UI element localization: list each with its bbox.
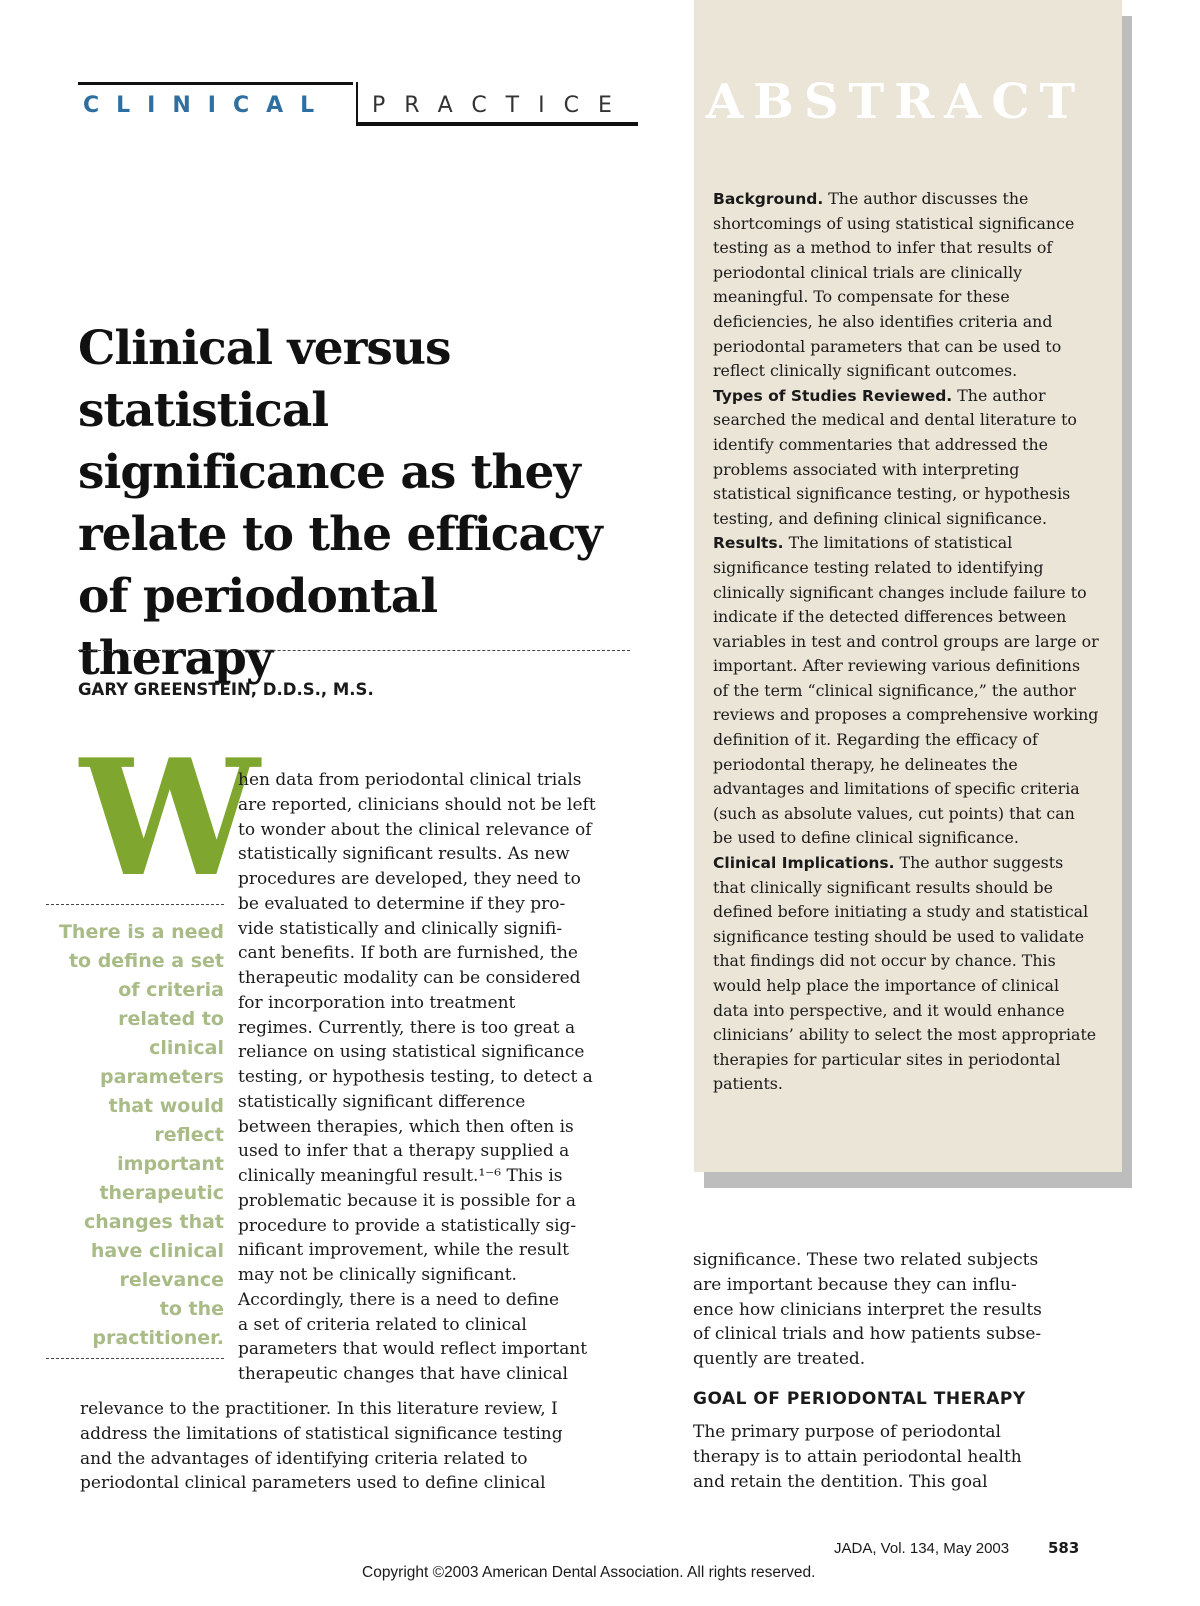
body-text-line: procedure to provide a statistically sig- (238, 1215, 577, 1236)
abstract-heading-implications: Clinical Implications. (713, 854, 895, 873)
section-header (78, 82, 638, 126)
body-text-line: reliance on using statistical significance (238, 1042, 585, 1063)
abstract-heading-results: Results. (713, 534, 784, 553)
body-text-line: nificant improvement, while the result (238, 1240, 570, 1261)
body-text-line: The primary purpose of periodontal (693, 1422, 1001, 1442)
article-title: Clinical versus statistical significance as they relate to the efficacy of periodontal therapy (78, 321, 602, 686)
abstract-section (713, 851, 1099, 1097)
abstract-text-background: The author discusses the shortcomings of using statistical significance testing as a method to infer that results of periodontal clinical trials are clinically meaningful. To compensate for these deficiencies, he also identifies criteria and periodontal parameters that can be used to reflect clinically significant outcomes. (713, 189, 1075, 381)
body-text-line: testing, or hypothesis testing, to detect a (238, 1067, 593, 1087)
body-text-line: statistically significant difference (238, 1091, 526, 1112)
pull-quote-line: have clinical (90, 1240, 224, 1262)
pull-quote-line: reflect (154, 1124, 224, 1146)
body-text-line: vide statistically and clinically signifi- (238, 918, 563, 939)
body-text-line: hen data from periodontal clinical trials (238, 770, 582, 790)
body-text-line: parameters that would reflect important (238, 1339, 588, 1360)
pull-quote-line: changes that (83, 1211, 224, 1233)
pull-quote-line: clinical (149, 1037, 224, 1059)
body-text-line: a set of criteria related to clinical (238, 1314, 527, 1335)
body-text-line: used to infer that a therapy supplied a (238, 1141, 570, 1162)
footer-copyright: Copyright ©2003 American Dental Association. All rights reserved. (362, 1564, 816, 1581)
body-text-line: therapy is to attain periodontal health (693, 1446, 1022, 1467)
body-text-line: relevance to the practitioner. In this literature review, I (80, 1399, 558, 1419)
section-label-practice: PRACTICE (372, 93, 631, 118)
header-divider (356, 82, 358, 126)
footer-journal: JADA, Vol. 134, May 2003 (834, 1540, 1010, 1557)
abstract-text-implications: The author suggests that clinically significant results should be defined before initiating a study and statistical significance testing should be used to validate that findings did not occur by chance. This would help place the importance of clinical data into perspective, and it would enhance clinicians’ ability to select the most appropriate therapies for particular sites in periodontal patients. (713, 853, 1097, 1094)
body-text-line: Accordingly, there is a need to define (238, 1289, 560, 1310)
author-name: GARY GREENSTEIN, D.D.S., M.S. (78, 680, 374, 699)
body-text-line: problematic because it is possible for a (238, 1190, 577, 1211)
pull-quote-line: parameters (100, 1066, 224, 1088)
abstract-heading-types: Types of Studies Reviewed. (713, 386, 953, 405)
title-divider (78, 650, 630, 651)
body-text-line: periodontal clinical parameters used to define clinical (80, 1473, 546, 1494)
body-text-line: therapeutic changes that have clinical (238, 1364, 568, 1384)
body-text-line: are reported, clinicians should not be left (238, 794, 596, 815)
header-rule-bottom (358, 122, 638, 126)
abstract-heading-background: Background. (713, 190, 824, 208)
body-text-line: statistically significant results. As new (238, 844, 570, 865)
body-text-line: between therapies, which then often is (238, 1116, 574, 1137)
body-text-line: for incorporation into treatment (238, 992, 516, 1013)
pull-quote-line: that would (108, 1095, 224, 1117)
abstract-section (713, 187, 1099, 384)
pull-quote-line: to define a set (68, 950, 224, 972)
body-text-line: are important because they can influ- (693, 1274, 1017, 1295)
body-text-line: ence how clinicians interpret the results (693, 1299, 1042, 1320)
drop-cap: W (80, 724, 260, 912)
goal-heading: GOAL OF PERIODONTAL THERAPY (693, 1389, 1026, 1409)
abstract-title: ABSTRACT (706, 74, 1086, 130)
body-text-line: significance. These two related subjects (693, 1250, 1039, 1270)
pull-quote-rule-top (46, 904, 224, 905)
abstract-text-types: The author searched the medical and dental literature to identify commentaries that addressed the problems associated with interpreting statistical significance testing, or hypothesis testing, and defining clinical significance. (713, 385, 1077, 528)
body-text-line: procedures are developed, they need to (238, 869, 581, 889)
section-label-clinical: CLINICAL (83, 93, 332, 118)
header-rule-top (78, 82, 353, 85)
pull-quote-line: therapeutic (99, 1182, 224, 1204)
body-text-line: cant benefits. If both are furnished, the (238, 943, 578, 964)
pull-quote-line: of criteria (118, 979, 224, 1001)
abstract-section (713, 384, 1099, 532)
body-text-line: therapeutic modality can be considered (238, 968, 581, 988)
abstract-section (713, 531, 1099, 851)
abstract-body (713, 187, 1099, 1097)
body-text-line: regimes. Currently, there is too great a (238, 1017, 576, 1038)
body-text-line: of clinical trials and how patients subse- (693, 1324, 1042, 1345)
body-text-line: clinically meaningful result.¹⁻⁶ This is (238, 1166, 563, 1186)
pull-quote-rule-bottom (46, 1358, 224, 1359)
abstract-text-results: The limitations of statistical significance testing related to identifying clinically significant changes include failure to indicate if the detected differences between variables in test and control groups are large or important. After reviewing various definitions of the term “clinical significance,” the author reviews and proposes a comprehensive working definition of it. Regarding the efficacy of periodontal therapy, he delineates the advantages and limitations of specific criteria (such as absolute values, cut points) that can be used to define clinical significance. (713, 533, 1099, 848)
footer-page-number: 583 (1048, 1539, 1080, 1557)
pull-quote-line: important (117, 1153, 224, 1175)
body-text-line: address the limitations of statistical significance testing (80, 1423, 563, 1444)
pull-quote-line: related to (118, 1008, 224, 1030)
body-text-line: may not be clinically significant. (238, 1265, 517, 1285)
body-text-line: quently are treated. (693, 1349, 866, 1369)
pull-quote-line: to the (159, 1298, 224, 1320)
body-text-line: and the advantages of identifying criteria related to (80, 1448, 528, 1469)
body-text-line: be evaluated to determine if they pro- (238, 893, 566, 914)
body-text-line: and retain the dentition. This goal (693, 1471, 988, 1492)
pull-quote-line: practitioner. (92, 1327, 224, 1349)
pull-quote-line: There is a need (58, 921, 224, 943)
body-text-line: to wonder about the clinical relevance of (238, 819, 592, 840)
pull-quote-line: relevance (119, 1269, 224, 1291)
pull-quote (40, 918, 224, 1353)
